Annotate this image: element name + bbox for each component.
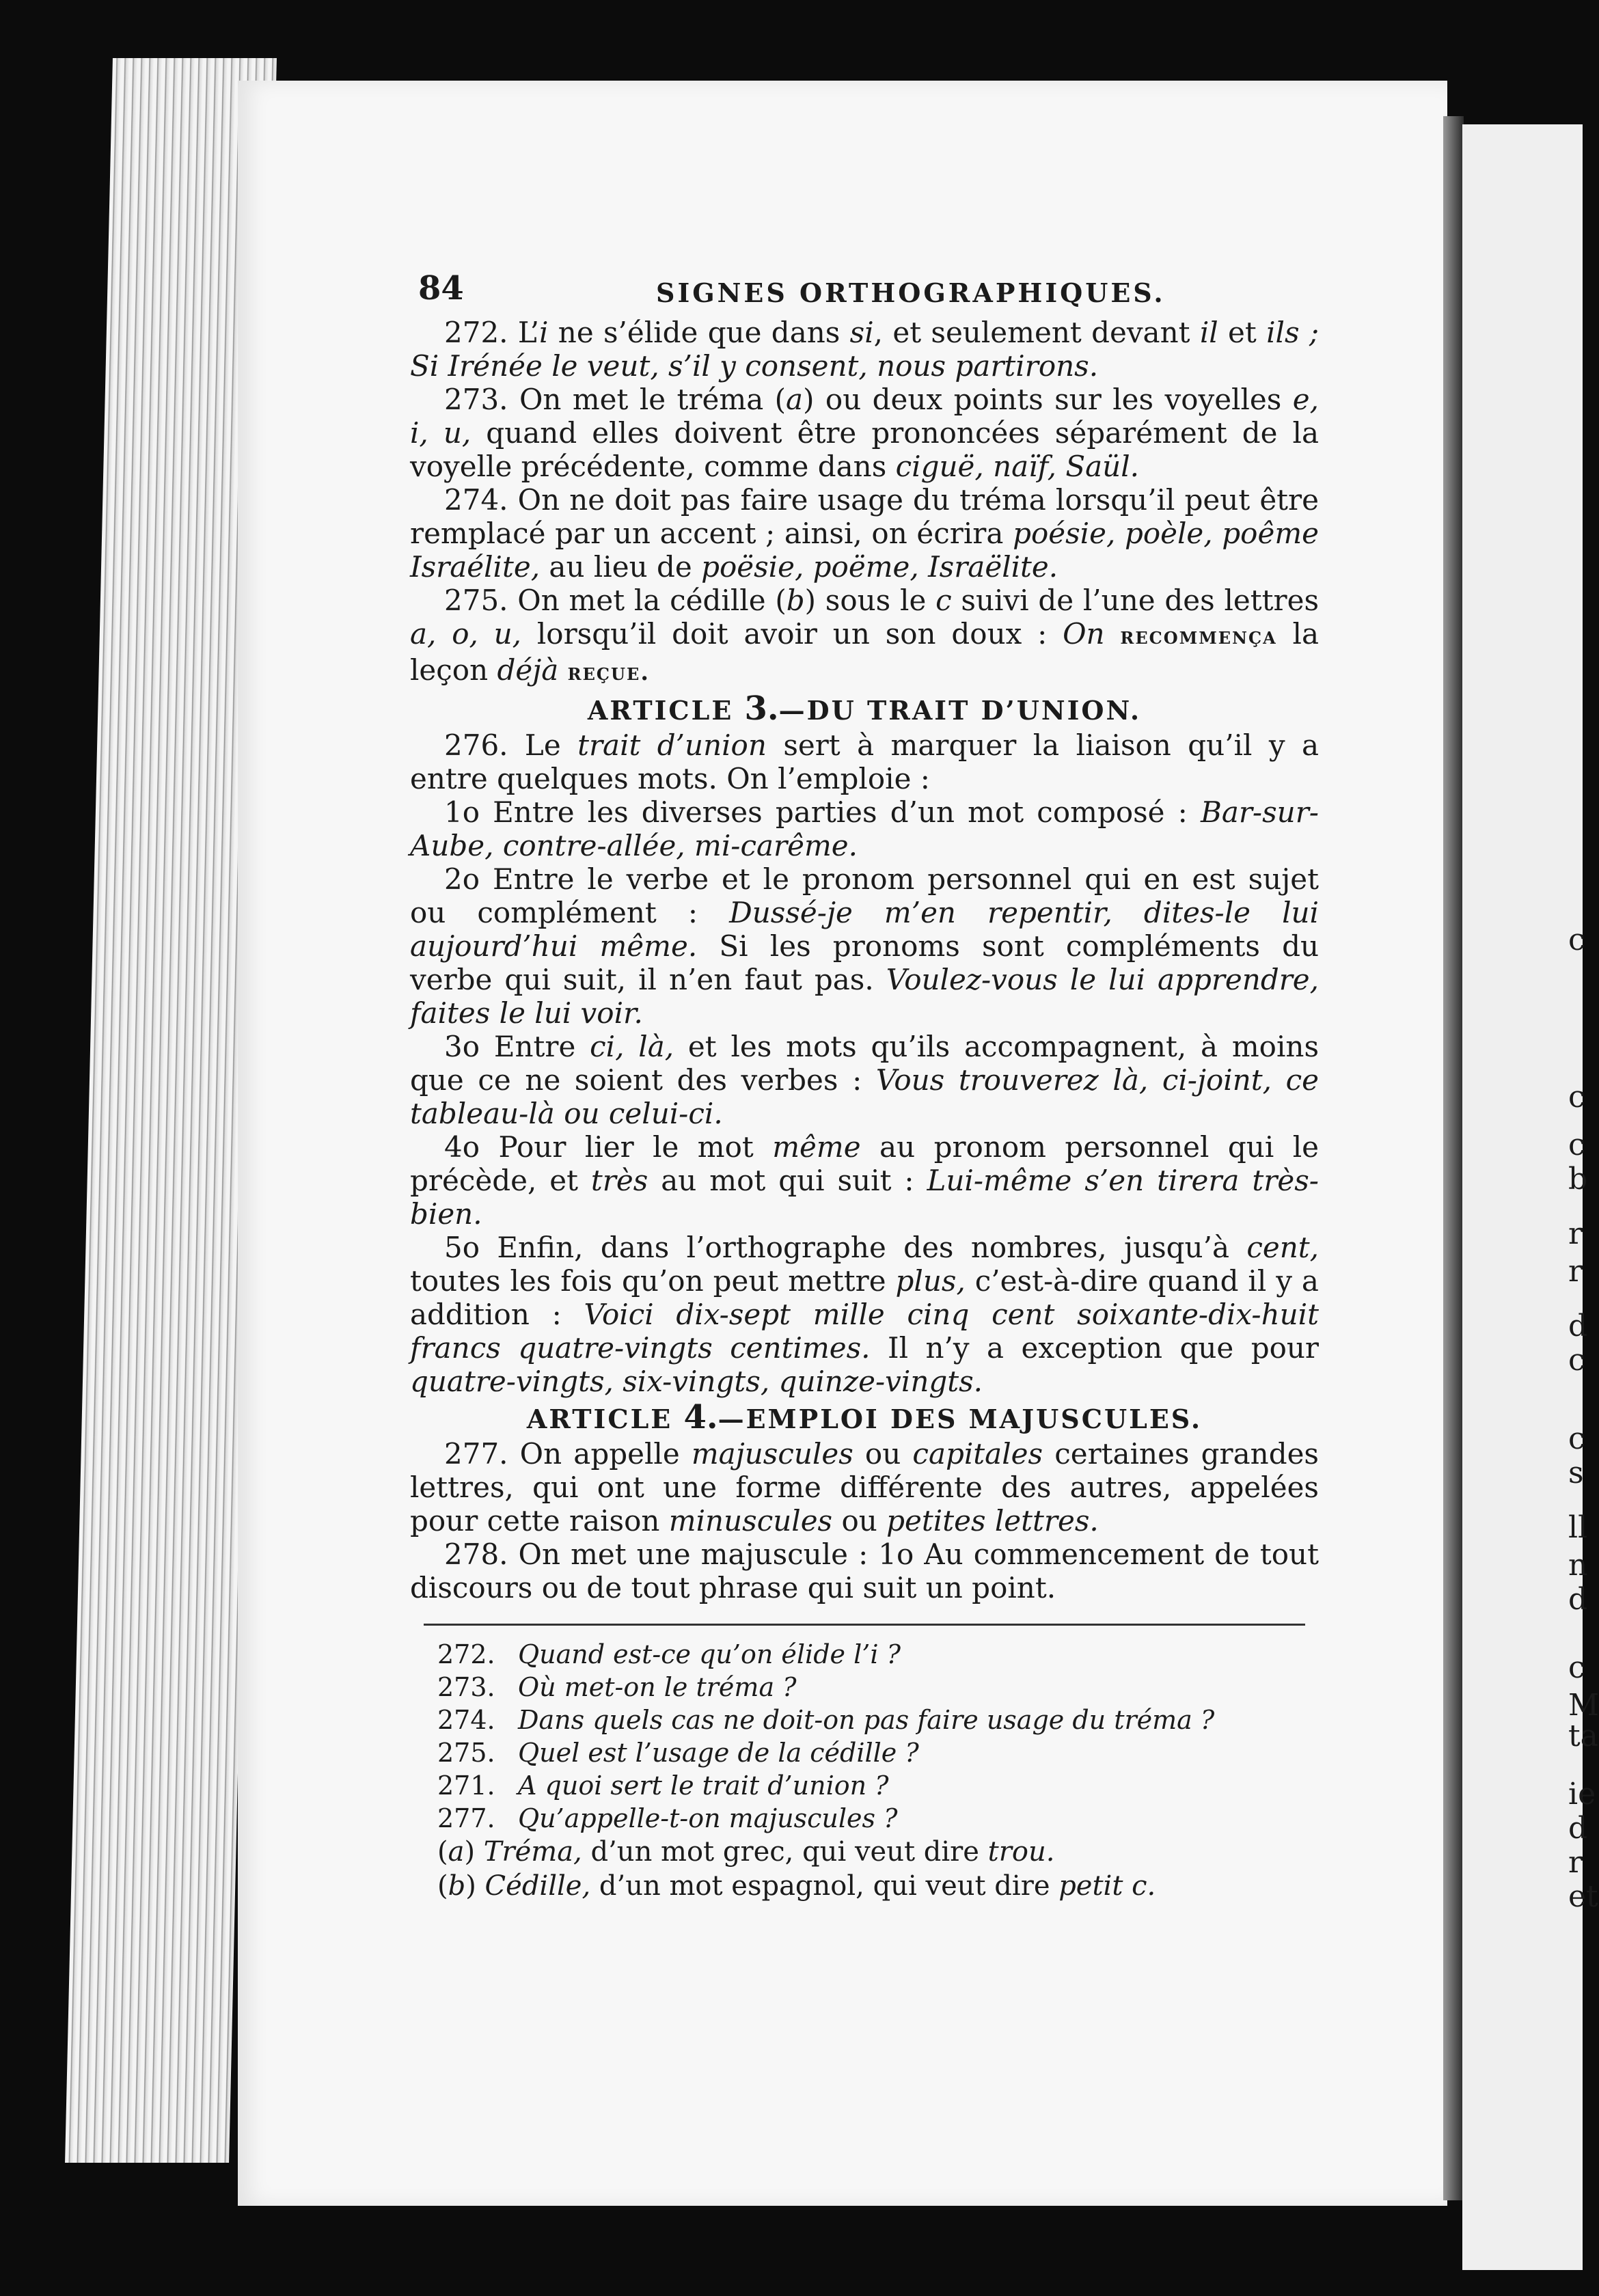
- paragraph-274: 274. On ne doit pas faire usage du tréma lorsqu’il peut être remplacé par un accent ; ainsi, on écrira poésie, poèle, poême Israélite, au lieu de poësie, poëme, Israëlite.: [410, 483, 1320, 584]
- next-page-fragment: d: [1568, 1309, 1588, 1343]
- paragraph-276: 276. Le trait d’union sert à marquer la liaison qu’il y a entre quelques mots. On l’emploie :: [410, 728, 1320, 795]
- paragraph-278: 278. On met une majuscule : 1o Au commencement de tout discours ou de tout phrase qui suit un point.: [410, 1538, 1319, 1604]
- paragraph-276-1: 1o Entre les diverses parties d’un mot composé : Bar-sur-Aube, contre-allée, mi-carême.: [410, 795, 1319, 862]
- article-4-heading: ARTICLE 4.—EMPLOI DES MAJUSCULES.: [526, 1398, 1203, 1436]
- paragraph-272: 272. L’i ne s’élide que dans si, et seulement devant il et ils ; Si Irénée le veut, s’il y consent, nous partirons.: [410, 316, 1320, 383]
- next-page-fragment: c: [1568, 922, 1585, 957]
- book-gutter: [1443, 116, 1464, 2200]
- running-title: SIGNES ORTHOGRAPHIQUES.: [656, 277, 1166, 308]
- next-page-fragment: c: [1568, 1421, 1585, 1456]
- question-item: 271. A quoi sert le trait d’union ?: [437, 1771, 889, 1801]
- footnote-divider: [424, 1624, 1305, 1626]
- next-page-fragment: r: [1568, 1845, 1583, 1880]
- paragraph-276-3: 3o Entre ci, là, et les mots qu’ils accompagnent, à moins que ce ne soient des verbes : Vous trouverez là, ci-joint, ce tableau-là ou celui-ci.: [410, 1030, 1319, 1130]
- footnote-a: (a) Tréma, d’un mot grec, qui veut dire trou.: [437, 1836, 1055, 1868]
- question-item: 274. Dans quels cas ne doit-on pas faire usage du tréma ?: [437, 1705, 1215, 1735]
- question-item: 273. Où met-on le tréma ?: [437, 1672, 797, 1702]
- next-page-fragment: d: [1568, 1582, 1588, 1617]
- page-content: [410, 269, 1320, 1903]
- paragraph-277: 277. On appelle majuscules ou capitales certaines grandes lettres, qui ont une forme différente des autres, appelées pour cette raison minuscules ou petites lettres.: [410, 1437, 1319, 1538]
- next-page-fragment: M: [1568, 1688, 1599, 1723]
- next-page-fragment: d: [1568, 1811, 1588, 1846]
- next-page-fragment: c: [1568, 1650, 1585, 1685]
- next-page-fragment: n: [1568, 1548, 1588, 1583]
- paragraph-276-2: 2o Entre le verbe et le pronom personnel qui en est sujet ou complément : Dussé-je m’en repentir, dites-le lui aujourd’hui même. Si les pronoms sont compléments du verbe qui suit, il n’en faut pas. Voulez-vous le lui apprendre, faites le lui voir.: [410, 862, 1320, 1030]
- paragraph-275: 275. On met la cédille (b) sous le c suivi de l’une des lettres a, o, u, lorsqu’il doit avoir un son doux : On recommença la leçon déjà reçue.: [410, 584, 1319, 687]
- question-item: 275. Quel est l’usage de la cédille ?: [437, 1738, 919, 1768]
- next-page-fragment: et: [1568, 1879, 1598, 1914]
- next-page-fragment: ie: [1568, 1777, 1596, 1812]
- next-page-fragment: c: [1568, 1080, 1585, 1115]
- next-page-edge: [1462, 124, 1599, 2270]
- next-page-fragment: c: [1568, 1343, 1585, 1378]
- next-page-fragment: c: [1568, 1128, 1585, 1162]
- running-header: [410, 269, 1319, 312]
- article-3-heading: ARTICLE 3.—DU TRAIT D’UNION.: [587, 689, 1142, 728]
- next-page-fragment: r: [1568, 1254, 1583, 1289]
- next-page-fragment: s: [1568, 1456, 1584, 1490]
- next-page-fragment: b: [1568, 1162, 1588, 1197]
- next-page-fragment: ll: [1568, 1510, 1588, 1545]
- paragraph-276-5: 5o Enfin, dans l’orthographe des nombres, jusqu’à cent, toutes les fois qu’on peut mettre plus, c’est-à-dire quand il y a addition : Voici dix-sept mille cinq cent soixante-dix-huit francs quatre-vingts centimes. Il n’y a exception que pour quatre-vingts, six-vingts, quinze-vingts.: [410, 1231, 1319, 1398]
- question-item: 277. Qu’appelle-t-on majuscules ?: [437, 1803, 898, 1833]
- review-questions: [410, 1638, 1319, 1835]
- page-number: 84: [418, 269, 464, 308]
- question-item: 272. Quand est-ce qu’on élide l’i ?: [437, 1639, 901, 1669]
- next-page-fragment: ta: [1568, 1719, 1598, 1753]
- paragraph-273: 273. On met le tréma (a) ou deux points sur les voyelles e, i, u, quand elles doivent être prononcées séparément de la voyelle précédente, comme dans ciguë, naïf, Saül.: [410, 383, 1320, 483]
- paragraph-276-4: 4o Pour lier le mot même au pronom personnel qui le précède, et très au mot qui suit : Lui-même s’en tirera très-bien.: [410, 1130, 1319, 1231]
- next-page-fragment: r: [1568, 1216, 1583, 1251]
- footnote-b: (b) Cédille, d’un mot espagnol, qui veut dire petit c.: [437, 1870, 1156, 1902]
